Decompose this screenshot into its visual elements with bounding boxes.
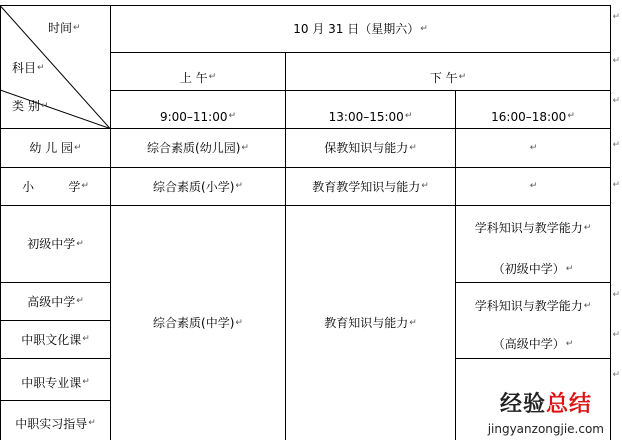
side-mark: ↵	[612, 140, 620, 150]
primary-col1: 综合素质(小学) ↵	[153, 179, 243, 194]
middle-school-col2: 教育知识与能力 ↵	[324, 316, 417, 330]
category-senior: 高级中学 ↵	[27, 294, 84, 309]
kindergarten-col3: ↵	[529, 142, 538, 153]
category-label: 类 别 ↵	[12, 99, 49, 113]
slot-2-header: 13:00–15:00 ↵	[328, 109, 413, 124]
side-mark: ↵	[612, 96, 620, 106]
junior-col3-line2: （初级中学） ↵	[492, 262, 574, 276]
side-mark: ↵	[612, 290, 620, 300]
time-label: 时间 ↵	[48, 21, 81, 35]
category-kindergarten: 幼 儿 园 ↵	[29, 141, 82, 155]
senior-col3-line1: 学科知识与教学能力 ↵	[474, 299, 592, 313]
category-vocational-culture: 中职文化课 ↵	[21, 332, 90, 347]
kindergarten-col2: 保教知识与能力 ↵	[324, 141, 417, 155]
side-mark: ↵	[612, 370, 620, 380]
senior-col3-line2: （高级中学） ↵	[492, 337, 574, 351]
side-mark: ↵	[612, 180, 620, 190]
subject-label: 科目 ↵	[12, 61, 45, 75]
junior-col3-line1: 学科知识与教学能力 ↵	[474, 221, 592, 235]
side-mark: ↵	[612, 330, 620, 340]
category-primary: 小 学 ↵	[22, 179, 89, 194]
middle-school-col1: 综合素质(中学) ↵	[153, 316, 243, 330]
side-mark: ↵	[612, 12, 620, 22]
primary-col2: 教育教学知识与能力 ↵	[312, 179, 429, 194]
kindergarten-col1: 综合素质(幼儿园) ↵	[147, 141, 249, 155]
side-mark: ↵	[612, 56, 620, 66]
slot-3-header: 16:00–18:00 ↵	[491, 109, 575, 124]
primary-col3: ↵	[529, 181, 538, 191]
watermark-logo-text: 经验总结	[499, 392, 592, 417]
watermark-url: jingyanzongjie.com	[487, 422, 604, 436]
category-vocational-major: 中职专业课 ↵	[21, 375, 90, 390]
morning-header: 上 午 ↵	[179, 70, 217, 85]
category-junior: 初级中学 ↵	[27, 237, 84, 251]
category-vocational-practice: 中职实习指导 ↵	[15, 416, 96, 431]
slot-1-header: 9:00–11:00 ↵	[159, 109, 237, 124]
date-header: 10 月 31 日（星期六） ↵	[293, 22, 428, 36]
afternoon-header: 下 午 ↵	[429, 70, 467, 85]
